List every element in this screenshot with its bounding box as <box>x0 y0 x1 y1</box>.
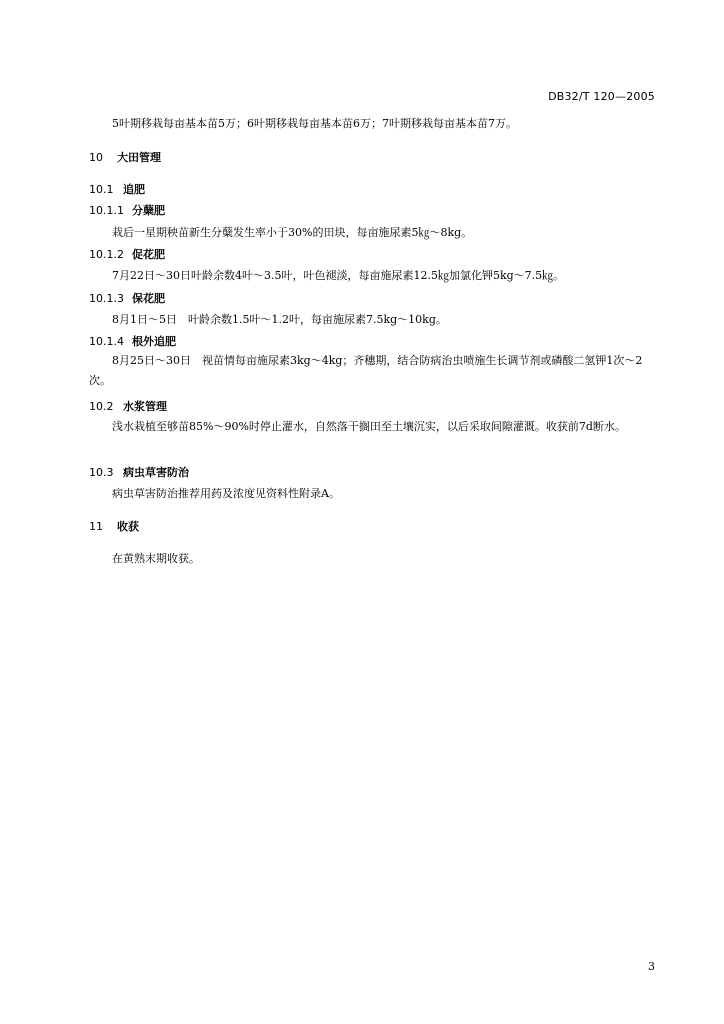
section-10-1-1-heading <box>89 202 165 218</box>
paragraph-10-2: 浅水栽植至够苗85%～90%时停止灌水，自然落干搁田至土壤沉实，以后采取间隙灌溉。收获前7d断水。 <box>112 420 626 433</box>
section-10-1-3-heading <box>89 290 165 306</box>
section-number: 10.2 <box>89 400 114 413</box>
section-title: 根外追肥 <box>132 335 176 348</box>
section-10-2-heading <box>89 398 167 414</box>
section-number: 11 <box>89 520 103 533</box>
document-code: DB32/T 120—2005 <box>548 90 655 103</box>
section-title: 分蘖肥 <box>132 204 165 217</box>
section-number: 10 <box>89 151 103 164</box>
section-title: 收获 <box>117 520 139 533</box>
section-10-heading <box>89 149 161 165</box>
page-number: 3 <box>648 960 655 973</box>
section-10-1-4-heading <box>89 333 176 349</box>
section-number: 10.1.4 <box>89 335 124 348</box>
section-title: 大田管理 <box>117 151 161 164</box>
section-title: 追肥 <box>123 183 145 196</box>
section-number: 10.1.3 <box>89 292 124 305</box>
intro-paragraph: 5叶期移栽每亩基本苗5万；6叶期移栽每亩基本苗6万；7叶期移栽每亩基本苗7万。 <box>112 117 517 130</box>
section-10-1-heading <box>89 181 145 197</box>
section-number: 10.1 <box>89 183 114 196</box>
paragraph-10-1-3: 8月1日～5日 叶龄余数1.5叶～1.2叶，每亩施尿素7.5kg～10kg。 <box>112 313 447 326</box>
section-title: 促花肥 <box>132 248 165 261</box>
section-title: 水浆管理 <box>123 400 167 413</box>
section-11-heading <box>89 518 139 534</box>
paragraph-10-3: 病虫草害防治推荐用药及浓度见资料性附录A。 <box>112 487 340 500</box>
paragraph-11: 在黄熟末期收获。 <box>112 552 200 565</box>
paragraph-10-1-4: 8月25日～30日 视苗情每亩施尿素3kg～4kg；齐穗期，结合防病治虫喷施生长调节剂或磷酸二氢钾1次～2次。 <box>89 354 643 387</box>
paragraph-10-1-2: 7月22日～30日叶龄余数4叶～3.5叶，叶色褪淡，每亩施尿素12.5㎏加氯化钾5kg～7.5㎏。 <box>112 269 565 282</box>
paragraph-10-1-1: 栽后一星期秧苗新生分蘖发生率小于30%的田块，每亩施尿素5㎏～8kg。 <box>112 226 473 239</box>
section-title: 保花肥 <box>132 292 165 305</box>
section-title: 病虫草害防治 <box>123 466 189 479</box>
section-number: 10.1.2 <box>89 248 124 261</box>
section-10-3-heading <box>89 464 189 480</box>
section-10-1-2-heading <box>89 246 165 262</box>
section-number: 10.1.1 <box>89 204 124 217</box>
section-number: 10.3 <box>89 466 114 479</box>
